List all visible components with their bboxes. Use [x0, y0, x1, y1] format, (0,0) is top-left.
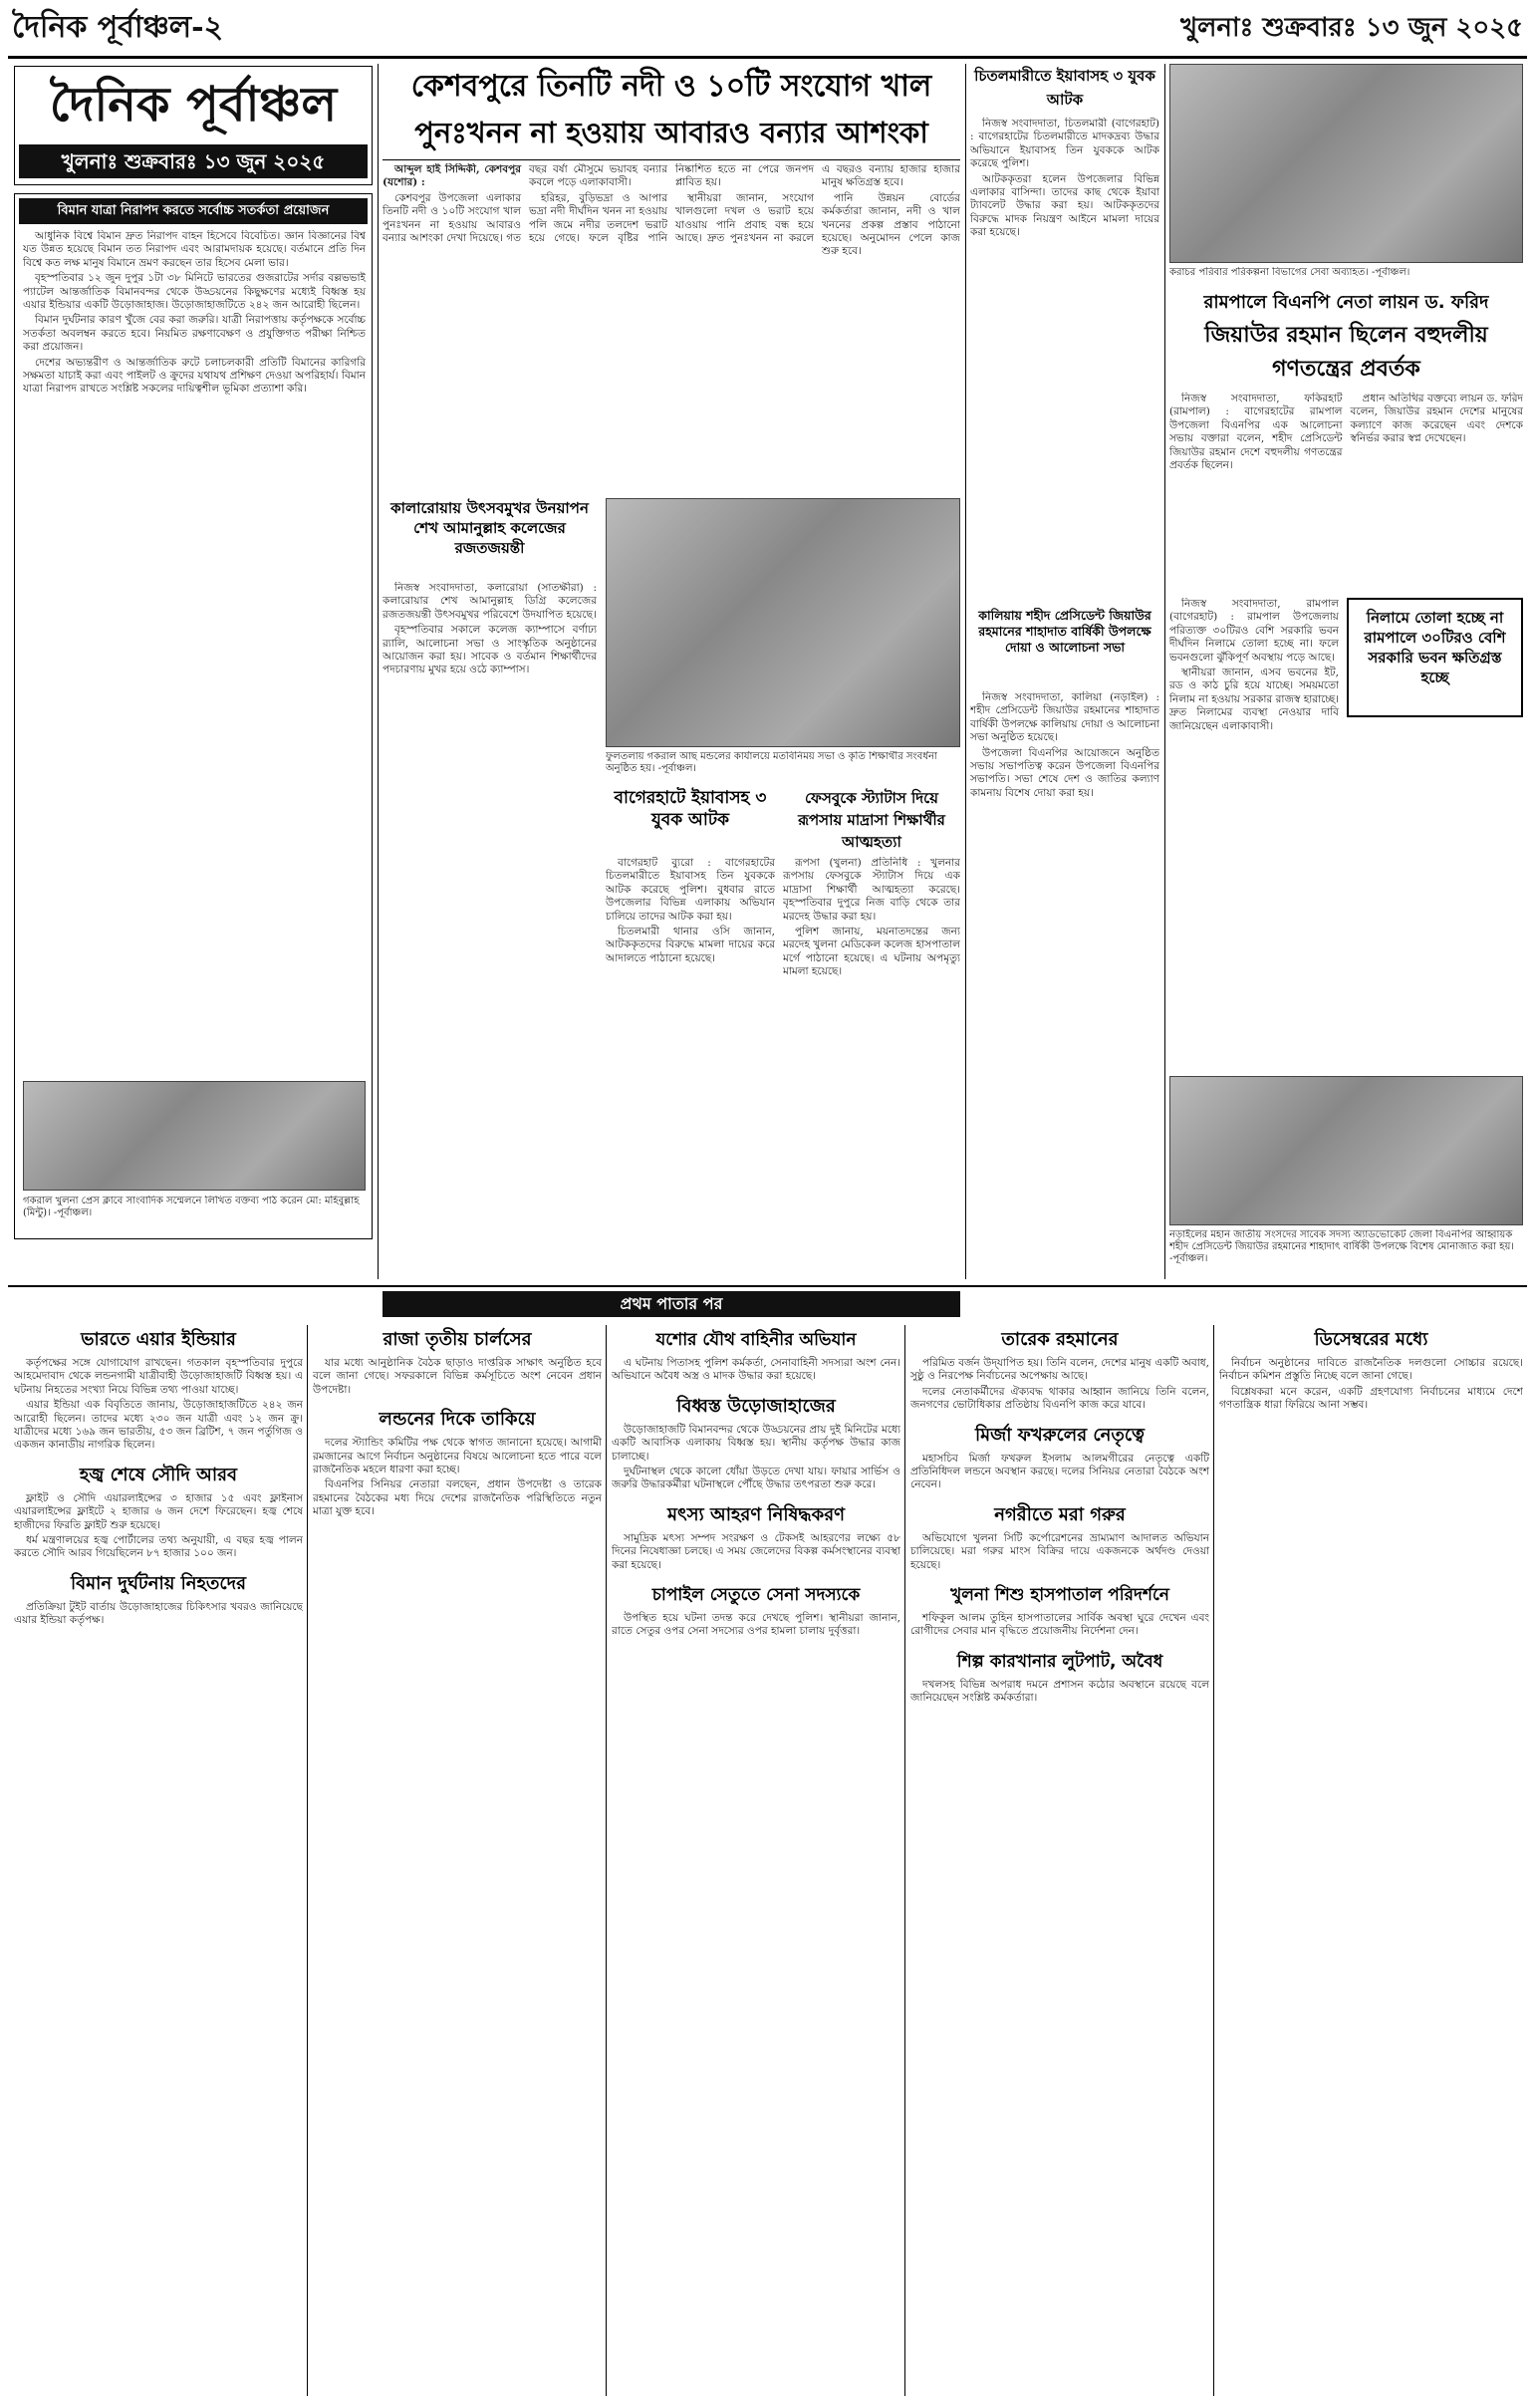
chitalmari-paragraph: আটককৃতরা হলেন উপজেলার বিভিন্ন এলাকার বাসিন্দা। তাদের কাছ থেকে ইয়াবা ট্যাবলেট উদ্ধার করা হয়। আটককৃতদের বিরুদ্ধে মাদক নিয়ন্ত্রণ আইনে মামলা দায়ের করা হয়েছে। [970, 172, 1159, 239]
family-planning-photo [1169, 64, 1523, 263]
editorial-paragraph: বৃহস্পতিবার ১২ জুন দুপুর ১টা ৩৮ মিনিটে ভারতের গুজরাটের সর্দার বল্লভভাই প্যাটেল আন্তর্জাতিক বিমানবন্দর থেকে উড্ডয়নের কিছুক্ষণের মধ্যেই বিধ্বস্ত হয় এয়ার ইন্ডিয়ার একটি উড়োজাহাজ। উড়োজাহাজটিতে ২৪২ জন আরোহী ছিলেন। [23, 272, 366, 312]
continuation-paragraph: দখলসহ বিভিন্ন অপরাধ দমনে প্রশাসন কঠোর অবস্থানে রয়েছে বলে জানিয়েছেন সংশ্লিষ্ট কর্মকর্তারা। [910, 1678, 1209, 1705]
continuation-paragraph: সামুদ্রিক মৎস্য সম্পদ সংরক্ষণ ও টেকসই আহরণের লক্ষ্যে ৫৮ দিনের নিষেধাজ্ঞা চলছে। এ সময় জেলেদের বিকল্প কর্মসংস্থানের ব্যবস্থা করা হয়েছে। [612, 1531, 900, 1571]
chitalmari-paragraph: নিজস্ব সংবাদদাতা, চিতলমারী (বাগেরহাট) : বাগেরহাটের চিতলমারীতে মাদকদ্রব্য উদ্ধার অভিযানে ইয়াবাসহ তিন যুবককে আটক করেছে পুলিশ। [970, 118, 1159, 170]
page-header-right: খুলনাঃ শুক্রবারঃ ১৩ জুন ২০২৫ [1179, 13, 1523, 43]
kalia-paragraph: উপজেলা বিএনপির আয়োজনে অনুষ্ঠিত সভায় সভাপতিত্ব করেন উপজেলা বিএনপির সভাপতি। সভা শেষে দেশ ও জাতির কল্যাণ কামনায় বিশেষ দোয়া করা হয়। [970, 746, 1159, 799]
continuation-headline: খুলনা শিশু হাসপাতাল পরিদর্শনে [950, 1585, 1169, 1606]
press-conference-photo [23, 1081, 366, 1191]
chitalmari-body [970, 118, 1159, 596]
continuation-body [14, 1492, 303, 1561]
lead-byline: আব্দুল হাই সিদ্দিকী, কেশবপুর (যশোর) : [383, 163, 521, 189]
continuation-headline: হজ্ব শেষে সৌদি আরব [79, 1464, 238, 1485]
bagerhat-body [606, 857, 775, 1275]
continuation-body [1219, 1357, 1523, 1413]
kalia-paragraph: নিজস্ব সংবাদদাতা, কালিয়া (নড়াইল) : শহীদ প্রেসিডেন্ট জিয়াউর রহমানের শাহাদাত বার্ষিকী উপলক্ষে কালিয়ায় দোয়া ও আলোচনা সভা অনুষ্ঠিত হয়েছে। [970, 691, 1159, 744]
continuation-paragraph: অভিযোগে খুলনা সিটি কর্পোরেশনের ভ্রাম্যমাণ আদালত অভিযান চালিয়েছে। মরা গরুর মাংস বিক্রির দায়ে একজনকে অর্থদণ্ড দেওয়া হয়েছে। [910, 1531, 1209, 1571]
masthead-dateline: খুলনাঃ শুক্রবারঃ ১৩ জুন ২০২৫ [19, 144, 368, 178]
continuation-paragraph: বিশ্লেষকরা মনে করেন, একটি গ্রহণযোগ্য নির্বাচনের মাধ্যমে দেশে গণতান্ত্রিক ধারা ফিরিয়ে আনা সম্ভব। [1219, 1385, 1523, 1412]
continuation-headline: ভারতে এয়ার ইন্ডিয়ার [81, 1329, 236, 1350]
college-paragraph: নিজস্ব সংবাদদাতা, কলারোয়া (সাতক্ষীরা) : কলারোয়ার শেখ আমানুল্লাহ ডিগ্রি কলেজের রজতজয়ন্তী উৎসবমুখর পরিবেশে উদযাপিত হয়েছে। [383, 582, 597, 621]
continuation-headline: চাপাইল সেতুতে সেনা সদস্যকে [651, 1585, 861, 1606]
continuation-body [612, 1424, 900, 1492]
kalia-body [970, 691, 1159, 1269]
ziaur-body [1169, 393, 1523, 592]
continuation-paragraph: মহাসচিব মির্জা ফখরুল ইসলাম আলমগীরের নেতৃত্বে একটি প্রতিনিধিদল লন্ডনে অবস্থান করছে। দলের সিনিয়র নেতারা বৈঠকে অংশ নেবেন। [910, 1452, 1209, 1491]
continuation-body [313, 1357, 602, 1397]
bagerhat-paragraph: চিতলমারী থানার ওসি জানান, আটককৃতদের বিরুদ্ধে মামলা দায়ের করে আদালতে পাঠানো হয়েছে। [606, 926, 775, 964]
family-planning-caption: করাচর পরিবার পরিকল্পনা বিভাগের সেবা অব্যাহত। -পূর্বাঞ্চল। [1169, 267, 1410, 278]
lead-paragraph: পানি উন্নয়ন বোর্ডের কর্মকর্তারা জানান, নদী ও খাল খননের প্রকল্প প্রস্তাব পাঠানো হয়েছে। অনুমোদন পেলে কাজ শুরু হবে। [822, 191, 960, 258]
continuation-headline: তারেক রহমানের [1001, 1329, 1119, 1350]
continuation-body [14, 1357, 303, 1453]
continuation-body [14, 1601, 303, 1628]
rampal-paragraph: স্থানীয়রা জানান, এসব ভবনের ইট, রড ও কাঠ চুরি হয়ে যাচ্ছে। সময়মতো নিলাম না হওয়ায় সরকার রাজস্ব হারাচ্ছে। দ্রুত নিলামের ব্যবস্থা নেওয়ার দাবি জানিয়েছেন এলাকাবাসী। [1169, 667, 1339, 732]
editorial-paragraph: আধুনিক বিশ্বে বিমান দ্রুত নিরাপদ বাহন হিসেবে বিবেচিত। জ্ঞান বিজ্ঞানের বিশ্ব যত উন্নত হয়েছে বিমান তত নিরাপদ এবং আরামদায়ক হয়েছে। বর্তমানে প্রতি দিন বিশ্বে কত লক্ষ মানুষ বিমানে ভ্রমণ করছেন তার হিসেব মেলা ভার। [23, 230, 366, 269]
editorial-body [23, 230, 366, 1072]
editorial-headline: বিমান যাত্রা নিরাপদ করতে সর্বোচ্চ সতর্কতা প্রয়োজন [19, 198, 368, 224]
lead-paragraph: স্থানীয়রা জানান, সংযোগ খালগুলো দখল ও ভরাট হয়ে যাওয়ায় পানি প্রবাহ বন্ধ হয়ে আছে। দ্রুত পুনঃখনন না করলে এ বছরও বন্যায় হাজার হাজার মানুষ ক্ষতিগ্রস্ত হবে। [675, 163, 960, 245]
continuation-body [612, 1357, 900, 1384]
bagerhat-paragraph: বাগেরহাট ব্যুরো : বাগেরহাটের চিতলমারীতে ইয়াবাসহ তিন যুবককে আটক করেছে পুলিশ। বুধবার রাতে উপজেলার বিভিন্ন এলাকায় অভিযান চালিয়ে তাদের আটক করা হয়। [606, 857, 775, 923]
continuation-paragraph: প্রতিক্রিয়া টুইট বার্তায় উড়োজাহাজের চিকিৎসার খবরও জানিয়েছে এয়ার ইন্ডিয়া কর্তৃপক্ষ। [14, 1600, 303, 1627]
continuation-headline: বিমান দুর্ঘটনায় নিহতদের [70, 1572, 247, 1594]
madrasa-paragraph: পুলিশ জানায়, ময়নাতদন্তের জন্য মরদেহ খুলনা মেডিকেল কলেজ হাসপাতাল মর্গে পাঠানো হয়েছে। এ ঘটনায় অপমৃত্যু মামলা হয়েছে। [783, 926, 960, 978]
madrasa-body [783, 857, 960, 1275]
continuation-paragraph: ধর্ম মন্ত্রণালয়ের হজ্ব পোর্টালের তথ্য অনুযায়ী, এ বছর হজ্ব পালন করতে সৌদি আরব গিয়েছিলেন ৮৭ হাজার ১০০ জন। [14, 1534, 303, 1560]
continuation-paragraph: এ ঘটনায় পিতাসহ পুলিশ কর্মকর্তা, সেনাবাহিনী সদস্যরা অংশ নেন। অভিযানে অবৈধ অস্ত্র ও মাদক উদ্ধার করা হয়েছে। [612, 1357, 900, 1383]
ziaur-kicker: রামপালে বিএনপি নেতা লায়ন ড. ফরিদ [1203, 292, 1489, 313]
editorial [14, 193, 373, 1239]
lead-headline-2: পুনঃখনন না হওয়ায় আবারও বন্যার আশংকা [414, 116, 928, 149]
continuation-paragraph: বিএনপির সিনিয়র নেতারা বলছেন, প্রধান উপদেষ্টা ও তারেক রহমানের বৈঠকের মধ্য দিয়ে দেশের রাজনৈতিক পরিস্থিতিতে নতুন মাত্রা যুক্ত হবে। [313, 1478, 602, 1518]
madrasa-story [783, 787, 960, 1275]
rampal-body [1169, 598, 1339, 1066]
continuation-headline: লন্ডনের দিকে তাকিয়ে [379, 1409, 536, 1431]
continuation-col-1 [14, 1325, 303, 2396]
continuation-body [612, 1612, 900, 1639]
editorial-paragraph: বিমান দুর্ঘটনার কারণ খুঁজে বের করা জরুরি। যাত্রী নিরাপত্তায় কর্তৃপক্ষকে সর্বোচ্চ সতর্কতা অবলম্বন করতে হবে। নিয়মিত রক্ষণাবেক্ষণ ও প্রযুক্তিগত পরীক্ষা নিশ্চিত করা প্রয়োজন। [23, 314, 366, 354]
continuation-body [910, 1612, 1209, 1639]
continuation-headline: মৎস্য আহরণ নিষিদ্ধকরণ [666, 1503, 846, 1525]
page-header [0, 0, 1535, 56]
continuation-body [910, 1532, 1209, 1572]
continuation-body [313, 1437, 602, 1518]
continuation-col-4 [910, 1325, 1209, 2396]
continuation-col-2 [313, 1325, 602, 2396]
continuation-paragraph: পরিমিত বর্জন উদ্‌যাপিত হয়। তিনি বলেন, দেশের মানুষ একটি অবাধ, সুষ্ঠু ও নিরপেক্ষ নির্বাচনের অপেক্ষায় আছে। [910, 1357, 1209, 1383]
continuation-col-3 [612, 1325, 900, 2396]
continuation-paragraph: দুর্ঘটনাস্থল থেকে কালো ধোঁয়া উড়তে দেখা যায়। ফায়ার সার্ভিস ও জরুরি উদ্ধারকর্মীরা ঘটনাস্থলে পৌঁছে উদ্ধার তৎপরতা শুরু করে। [612, 1466, 900, 1491]
continuation-headline: মির্জা ফখরুলের নেতৃত্বে [975, 1424, 1145, 1446]
lead-headline-1: কেশবপুরে তিনটি নদী ও ১০টি সংযোগ খাল [410, 69, 932, 104]
college-headline: কালারোয়ায় উৎসবমুখর উনয়াপন শেখ আমানুল্লাহ কলেজের রজতজয়ন্তী [390, 499, 589, 557]
continuation-paragraph: শফিকুল আলম তুহিন হাসপাতালের সার্বিক অবস্থা ঘুরে দেখেন এবং রোগীদের সেবার মান বৃদ্ধিতে প্রয়োজনীয় নির্দেশনা দেন। [910, 1612, 1209, 1638]
madrasa-paragraph: রূপসা (খুলনা) প্রতিনিধি : খুলনার রূপসায় ফেসবুকে স্ট্যাটাস দিয়ে এক মাদ্রাসা শিক্ষার্থী আত্মহত্যা করেছে। বৃহস্পতিবার দুপুরে নিজ বাড়ি থেকে তার মরদেহ উদ্ধার করা হয়। [783, 857, 960, 923]
continuation-paragraph: নির্বাচন অনুষ্ঠানের দাবিতে রাজনৈতিক দলগুলো সোচ্চার রয়েছে। নির্বাচন কমিশন প্রস্তুতি নিচ্ছে বলে জানা গেছে। [1219, 1357, 1523, 1383]
college-paragraph: বৃহস্পতিবার সকালে কলেজ ক্যাম্পাসে বর্ণাঢ্য র‍্যালি, আলোচনা সভা ও সাংস্কৃতিক অনুষ্ঠানের আয়োজন করা হয়। সাবেক ও বর্তমান শিক্ষার্থীদের পদচারণায় মুখর হয়ে ওঠে ক্যাম্পাস। [383, 624, 597, 676]
continuation-body [910, 1679, 1209, 1706]
continuation-body [910, 1357, 1209, 1413]
continuation-body [910, 1453, 1209, 1492]
masthead [14, 66, 373, 185]
chitalmari-headline: চিতলমারীতে ইয়াবাসহ ৩ যুবক আটক [974, 67, 1155, 109]
continuation-headline: রাজা তৃতীয় চার্লসের [383, 1329, 532, 1350]
meeting-photo [606, 498, 960, 747]
chitalmari-story [970, 64, 1159, 602]
continuation-paragraph: যার মধ্যে আনুষ্ঠানিক বৈঠক ছাড়াও দাপ্তরিক সাক্ষাৎ অনুষ্ঠিত হবে বলে জানা গেছে। সফরকালে বিভিন্ন কর্মসূচিতে অংশ নেবেন প্রধান উপদেষ্টা। [313, 1357, 602, 1396]
continuation-headline: যশোর যৌথ বাহিনীর অভিযান [655, 1330, 857, 1350]
continuation-body [612, 1532, 900, 1572]
continuation-col-5 [1219, 1325, 1523, 2396]
college-story [383, 498, 597, 1275]
page-header-left: দৈনিক পূর্বাঞ্চল-২ [12, 10, 224, 45]
continuation-paragraph: উপস্থিত হয়ে ঘটনা তদন্ত করে দেখছে পুলিশ। স্থানীয়রা জানান, রাতে সেতুর ওপর সেনা সদস্যের ওপর হামলা চালায় দুর্বৃত্তরা। [612, 1612, 900, 1638]
lead-paragraph: কেশবপুর উপজেলা এলাকার তিনটি নদী ও ১০টি সংযোগ খাল পুনঃখনন না হওয়ায় আবারও বন্যার আশংকা দেখা দিয়েছে। গত বছর বর্ষা মৌসুমে ভয়াবহ বন্যার কবলে পড়ে এলাকাবাসী। [383, 163, 667, 245]
continuation-headline: শিল্প কারখানার লুটপাট, অবৈধ [956, 1651, 1163, 1672]
continuation-headline: নগরীতে মরা গরুর [994, 1503, 1126, 1525]
continuation-paragraph: ফ্লাইট ও সৌদি এয়ারলাইন্সের ৩ হাজার ১৫ এবং ফ্লাইনাস এয়ারলাইন্সের ফ্লাইটে ২ হাজার ৬ জন দেশে ফিরেছেন। হজ্ব শেষে হাজীদের ফিরতি ফ্লাইট শুরু হয়েছে। [14, 1491, 303, 1531]
press-conference-caption: গকরাল খুলনা প্রেস ক্লাবে সাংবাদিক সম্মেলনে লিখিত বক্তব্য পাঠ করেন মো: মহিবুল্লাহ (মিন্টু)। -পূর্বাঞ্চল। [23, 1196, 360, 1218]
continuation-paragraph: এয়ার ইন্ডিয়া এক বিবৃতিতে জানায়, উড়োজাহাজটিতে ২৪২ জন আরোহী ছিলেন। তাদের মধ্যে ২৩০ জন যাত্রী এবং ১২ জন ক্রু। যাত্রীদের মধ্যে ১৬৯ জন ভারতীয়, ৫৩ জন ব্রিটিশ, ৭ জন পর্তুগিজ ও একজন কানাডীয় নাগরিক ছিলেন। [14, 1399, 303, 1452]
lead-paragraph: হরিহর, বুড়িভদ্রা ও আপার ভদ্রা নদী দীর্ঘদিন খনন না হওয়ায় পলি জমে নদীর তলদেশ ভরাট হয়ে গেছে। ফলে বৃষ্টির পানি নিষ্কাশিত হতে না পেরে জনপদ প্লাবিত হয়। [529, 163, 814, 245]
continuation-headline: ডিসেম্বরের মধ্যে [1314, 1329, 1428, 1350]
narail-prayer-photo [1169, 1076, 1523, 1225]
first-page-continued-bar: প্রথম পাতার পর [383, 1291, 960, 1317]
rampal-paragraph: নিজস্ব সংবাদদাতা, রামপাল (বাগেরহাট) : রামপাল উপজেলায় পরিত্যক্ত ৩০টিরও বেশি সরকারি ভবন দীর্ঘদিন নিলামে তোলা হচ্ছে না। ফলে ভবনগুলো ঝুঁকিপূর্ণ অবস্থায় পড়ে আছে। [1169, 598, 1339, 664]
bagerhat-headline: বাগেরহাটে ইয়াবাসহ ৩ যুবক আটক [614, 788, 767, 830]
rampal-headline: নিলামে তোলা হচ্ছে না রামপালে ৩০টিরও বেশি সরকারি ভবন ক্ষতিগ্রস্ত হচ্ছে [1347, 598, 1523, 717]
continuation-paragraph: উড়োজাহাজটি বিমানবন্দর থেকে উড্ডয়নের প্রায় দুই মিনিটের মধ্যে একটি আবাসিক এলাকায় বিধ্বস্ত হয়। স্থানীয় কর্তৃপক্ষ উদ্ধার কাজ চালাচ্ছে। [612, 1423, 900, 1463]
bagerhat-story [606, 787, 775, 1275]
continuation-paragraph: কর্তৃপক্ষের সঙ্গে যোগাযোগ রাখছেন। গতকাল বৃহস্পতিবার দুপুরে আহমেদাবাদ থেকে লন্ডনগামী যাত্রীবাহী উড়োজাহাজটি বিধ্বস্ত হয়। এ ঘটনায় নিহতের সংখ্যা নিয়ে বিভিন্ন তথ্য পাওয়া যাচ্ছে। [14, 1357, 303, 1396]
narail-prayer-caption: নড়াইলের মহান জাতীয় সংসদের সাবেক সদস্য অ্যাডভোকেট জেলা বিএনপির আহ্বায়ক শহীদ প্রেসিডেন্ট জিয়াউর রহমানের শাহাদাৎ বার্ষিকী উপলক্ষে বিশেষ মোনাজাত করা হয়। -পূর্বাঞ্চল। [1169, 1229, 1514, 1264]
kalia-story [970, 608, 1159, 1275]
continuation-headline: বিধ্বস্ত উড়োজাহাজের [676, 1395, 836, 1417]
college-body [383, 582, 597, 1269]
continuation-paragraph: দলের স্ট্যান্ডিং কমিটির পক্ষ থেকে স্বাগত জানানো হয়েছে। আগামী রমজানের আগে নির্বাচন অনুষ্ঠানের বিষয়ে আলোচনা হতে পারে বলে রাজনৈতিক মহলে ধারণা করা হচ্ছে। [313, 1437, 602, 1476]
kalia-headline: কালিয়ায় শহীদ প্রেসিডেন্ট জিয়াউর রহমানের শাহাদাত বার্ষিকী উপলক্ষে দোয়া ও আলোচনা সভা [978, 608, 1151, 655]
ziaur-headline: জিয়াউর রহমান ছিলেন বহুদলীয় গণতন্ত্রের প্রবর্তক [1204, 323, 1488, 382]
lead-body [383, 163, 960, 492]
continuation-paragraph: দলের নেতাকর্মীদের ঐক্যবদ্ধ থাকার আহ্বান জানিয়ে তিনি বলেন, জনগণের ভোটাধিকার প্রতিষ্ঠায় বিএনপি কাজ করে যাবে। [910, 1385, 1209, 1412]
editorial-paragraph: দেশের অভ্যন্তরীণ ও আন্তর্জাতিক রুটে চলাচলকারী প্রতিটি বিমানের কারিগরি সক্ষমতা যাচাই করা এবং পাইলট ও ক্রুদের যথাযথ প্রশিক্ষণ দেওয়া অপরিহার্য। বিমান যাত্রা নিরাপদ রাখতে সংশ্লিষ্ট সকলের দায়িত্বশীল ভূমিকা প্রত্যাশা করি। [23, 356, 366, 396]
meeting-photo-caption: ফুলতলায় গকরাল আছ মন্ডলের কার্যালয়ে মতবিনিময় সভা ও কৃতি শিক্ষার্থীর সংবর্ধনা অনুষ্ঠিত হয়। -পূর্বাঞ্চল। [606, 751, 937, 774]
madrasa-headline: ফেসবুকে স্ট্যাটাস দিয়ে রূপসায় মাদ্রাসা শিক্ষার্থীর আত্মহত্যা [798, 789, 945, 851]
ziaur-paragraph: নিজস্ব সংবাদদাতা, ফকিরহাট (রামপাল) : বাগেরহাটের রামপাল উপজেলা বিএনপির এক আলোচনা সভায় বক্তারা বলেন, শহীদ প্রেসিডেন্ট জিয়াউর রহমান দেশে বহুদলীয় গণতন্ত্রের প্রবর্তক ছিলেন। [1169, 393, 1343, 472]
masthead-title: দৈনিক পূর্বাঞ্চল [49, 77, 338, 133]
ziaur-paragraph: প্রধান অতিথির বক্তব্যে লায়ন ড. ফরিদ বলেন, জিয়াউর রহমান দেশের মানুষের কল্যাণে কাজ করেছেন এবং দেশকে স্বনির্ভর করার স্বপ্ন দেখেছেন। [1350, 393, 1523, 445]
